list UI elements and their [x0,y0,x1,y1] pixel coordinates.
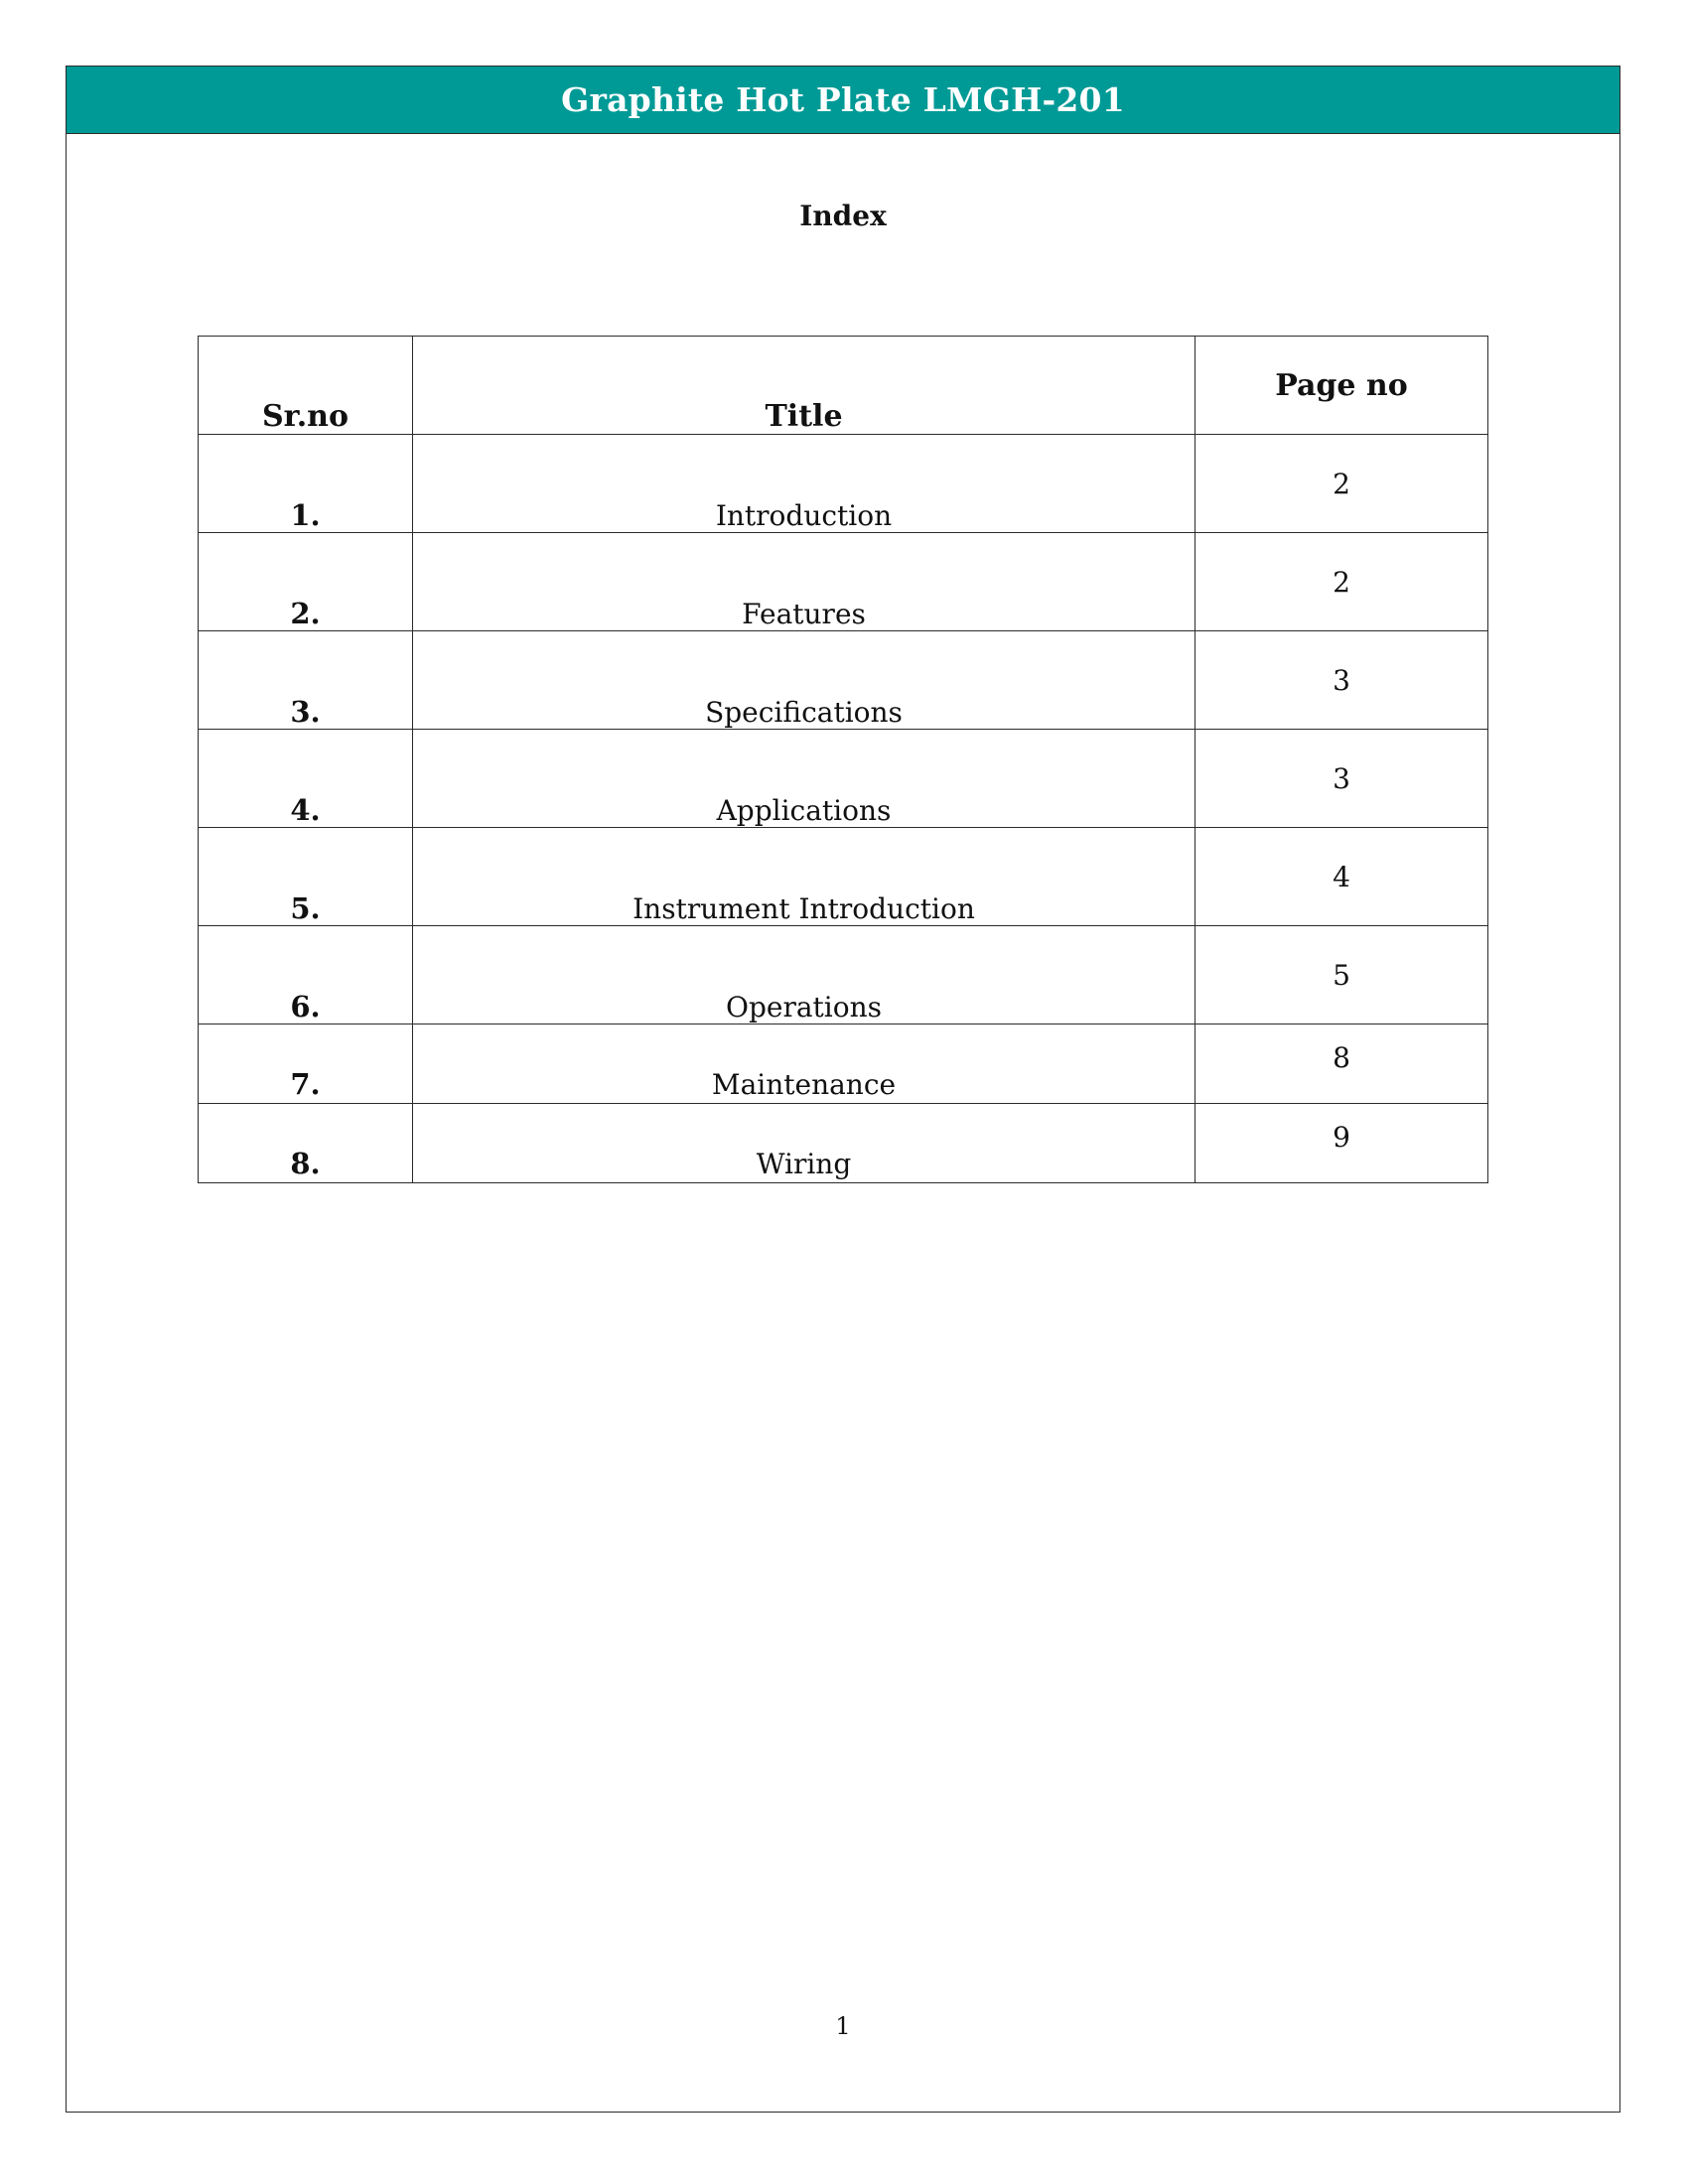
title-cell: Operations [413,926,1196,1024]
page-no-cell: 3 [1196,631,1488,730]
header-band [67,67,1619,134]
column-header-page-no: Page no [1196,337,1488,435]
table-row [199,1104,1488,1183]
title-cell: Maintenance [413,1024,1196,1104]
sr-no-cell: 5. [199,828,413,926]
table-row [199,828,1488,926]
sr-no-cell: 6. [199,926,413,1024]
table-row [199,926,1488,1024]
sr-no-cell: 4. [199,730,413,828]
page-no-cell: 2 [1196,435,1488,533]
page-no-cell: 2 [1196,533,1488,631]
page-frame [66,66,1620,2113]
title-cell: Wiring [413,1104,1196,1183]
page-no-cell: 8 [1196,1024,1488,1104]
sr-no-cell: 3. [199,631,413,730]
table-row [199,435,1488,533]
index-table [198,336,1488,1183]
page-no-cell: 3 [1196,730,1488,828]
title-cell: Features [413,533,1196,631]
page-no-cell: 9 [1196,1104,1488,1183]
document-title: Graphite Hot Plate LMGH-201 [561,80,1125,119]
title-cell: Introduction [413,435,1196,533]
column-header-sr-no: Sr.no [199,337,413,435]
page-number: 1 [835,2012,851,2040]
page-no-cell: 4 [1196,828,1488,926]
table-header-row [199,337,1488,435]
column-header-title: Title [413,337,1196,435]
sr-no-cell: 8. [199,1104,413,1183]
table-row [199,631,1488,730]
sr-no-cell: 7. [199,1024,413,1104]
sr-no-cell: 1. [199,435,413,533]
title-cell: Applications [413,730,1196,828]
table-row [199,730,1488,828]
table-row [199,1024,1488,1104]
table-row [199,533,1488,631]
sr-no-cell: 2. [199,533,413,631]
index-heading: Index [799,200,887,232]
title-cell: Specifications [413,631,1196,730]
title-cell: Instrument Introduction [413,828,1196,926]
page-no-cell: 5 [1196,926,1488,1024]
